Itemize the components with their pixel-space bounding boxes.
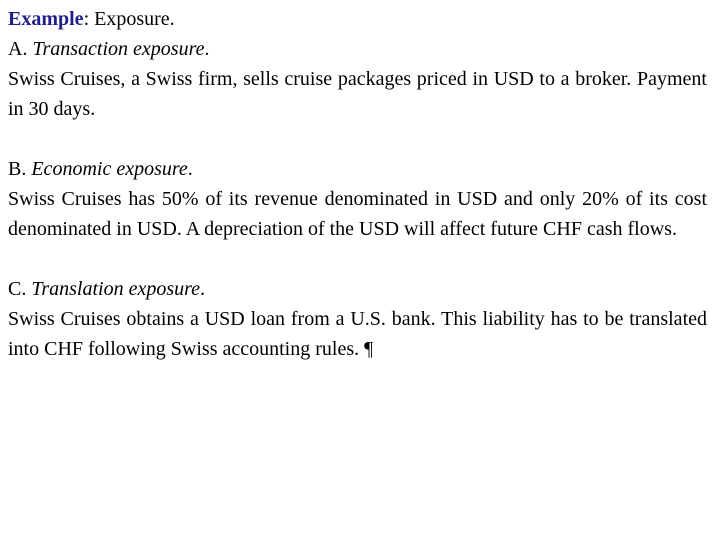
slide-heading [8, 4, 707, 34]
heading-rest: : Exposure. [83, 8, 175, 30]
section-c-dot: . [200, 278, 206, 300]
paragraph-gap [8, 244, 707, 274]
paragraph-gap [8, 124, 707, 154]
section-b-body: Swiss Cruises has 50% of its revenue denominated in USD and only 20% of its cost denominated in USD. A depreciation of the USD will affect future CHF cash flows. [8, 188, 707, 240]
section-a-title-text: Transaction exposure [32, 38, 205, 60]
section-c-title-text: Translation exposure [31, 278, 201, 300]
section-a-title [8, 34, 707, 64]
section-b-title [8, 154, 707, 184]
section-b-letter: B. [8, 158, 32, 180]
section-b-dot: . [187, 158, 193, 180]
section-a-body: Swiss Cruises, a Swiss firm, sells cruise packages priced in USD to a broker. Payment in 30 days. [8, 68, 707, 120]
section-c-title [8, 274, 707, 304]
section-c-body: Swiss Cruises obtains a USD loan from a U.S. bank. This liability has to be translated into CHF following Swiss accounting rules. ¶ [8, 308, 707, 360]
section-a-letter: A. [8, 38, 33, 60]
section-b-title-text: Economic exposure [31, 158, 188, 180]
section-a-dot: . [204, 38, 210, 60]
slide-content [8, 4, 707, 364]
section-c-letter: C. [8, 278, 32, 300]
heading-keyword: Example [8, 8, 84, 30]
